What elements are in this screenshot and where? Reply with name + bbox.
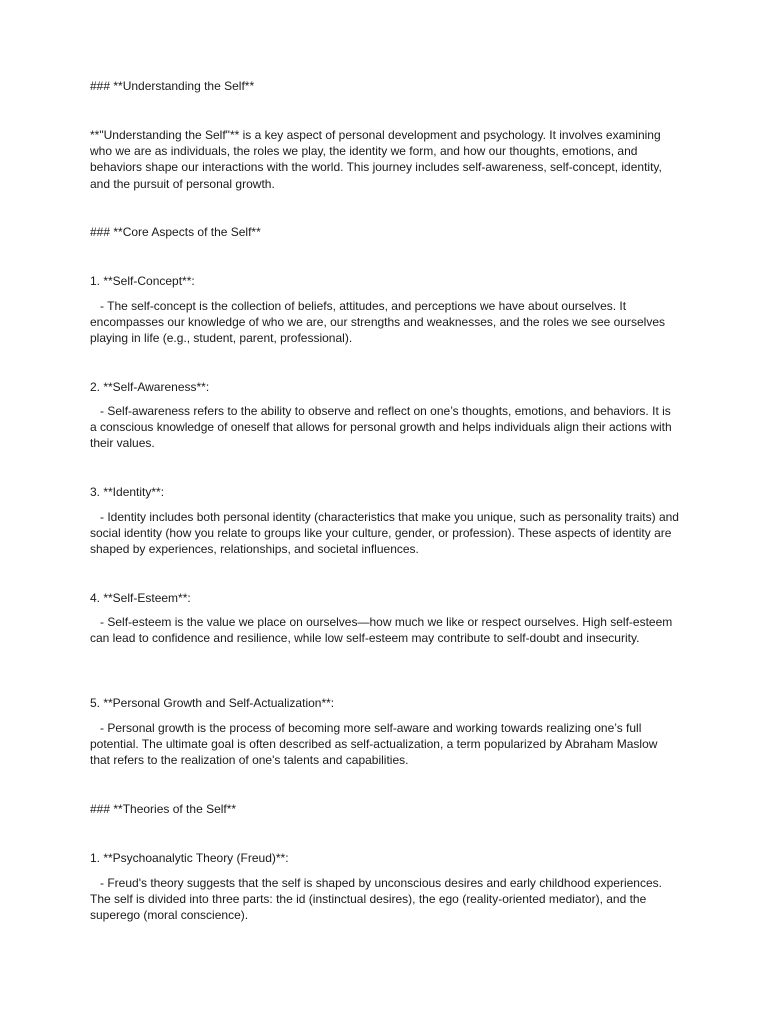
core-item-body: - Personal growth is the process of becoming more self-aware and working towards realizing one’s full potential. The ultimate goal is often described as self-actualization, a term popularized by Abraham Maslow that refers to the realization of one's talents and capabilities. — [90, 721, 661, 768]
core-item-title: 1. **Self-Concept**: — [90, 274, 195, 288]
intro-paragraph: **"Understanding the Self"** is a key aspect of personal development and psychology. It involves examining who we are as individuals, the roles we play, the identity we form, and how our thoughts, emotions, and behaviors shape our interactions with the world. This journey includes self-awareness, self-concept, identity, and the pursuit of personal growth. — [90, 128, 666, 191]
core-item-body: - Self-esteem is the value we place on ourselves—how much we like or respect ourselves. High self-esteem can lead to confidence and resilience, while low self-esteem may contribute to self-doubt and insecurity. — [90, 615, 676, 646]
heading-understanding-the-self: ### **Understanding the Self** — [90, 79, 255, 93]
core-item-title: 4. **Self-Esteem**: — [90, 591, 191, 605]
core-item-body: - Self-awareness refers to the ability to observe and reflect on one’s thoughts, emotions, and behaviors. It is a conscious knowledge of oneself that allows for personal growth and helps individuals align their actions with their values. — [90, 404, 676, 451]
core-item-body: - The self-concept is the collection of beliefs, attitudes, and perceptions we have about ourselves. It encompasses our knowledge of who we are, our strengths and weaknesses, and the roles we see ourselves playing in life (e.g., student, parent, professional). — [90, 299, 669, 346]
core-item-title: 5. **Personal Growth and Self-Actualization**: — [90, 696, 335, 710]
core-item-body: - Identity includes both personal identity (characteristics that make you unique, such as personality traits) and social identity (how you relate to groups like your culture, gender, or profession). These aspects of identity are shaped by experiences, relationships, and societal influences. — [90, 510, 683, 557]
document-page — [90, 0, 683, 1024]
heading-theories-of-the-self: ### **Theories of the Self** — [90, 802, 237, 816]
theory-item-body: - Freud's theory suggests that the self is shaped by unconscious desires and early childhood experiences. The self is divided into three parts: the id (instinctual desires), the ego (reality-oriented mediator), and the superego (moral conscience). — [90, 876, 666, 923]
core-item-title: 2. **Self-Awareness**: — [90, 380, 210, 394]
heading-core-aspects: ### **Core Aspects of the Self** — [90, 225, 261, 239]
theory-item-title: 1. **Psychoanalytic Theory (Freud)**: — [90, 851, 289, 865]
core-item-title: 3. **Identity**: — [90, 485, 165, 499]
